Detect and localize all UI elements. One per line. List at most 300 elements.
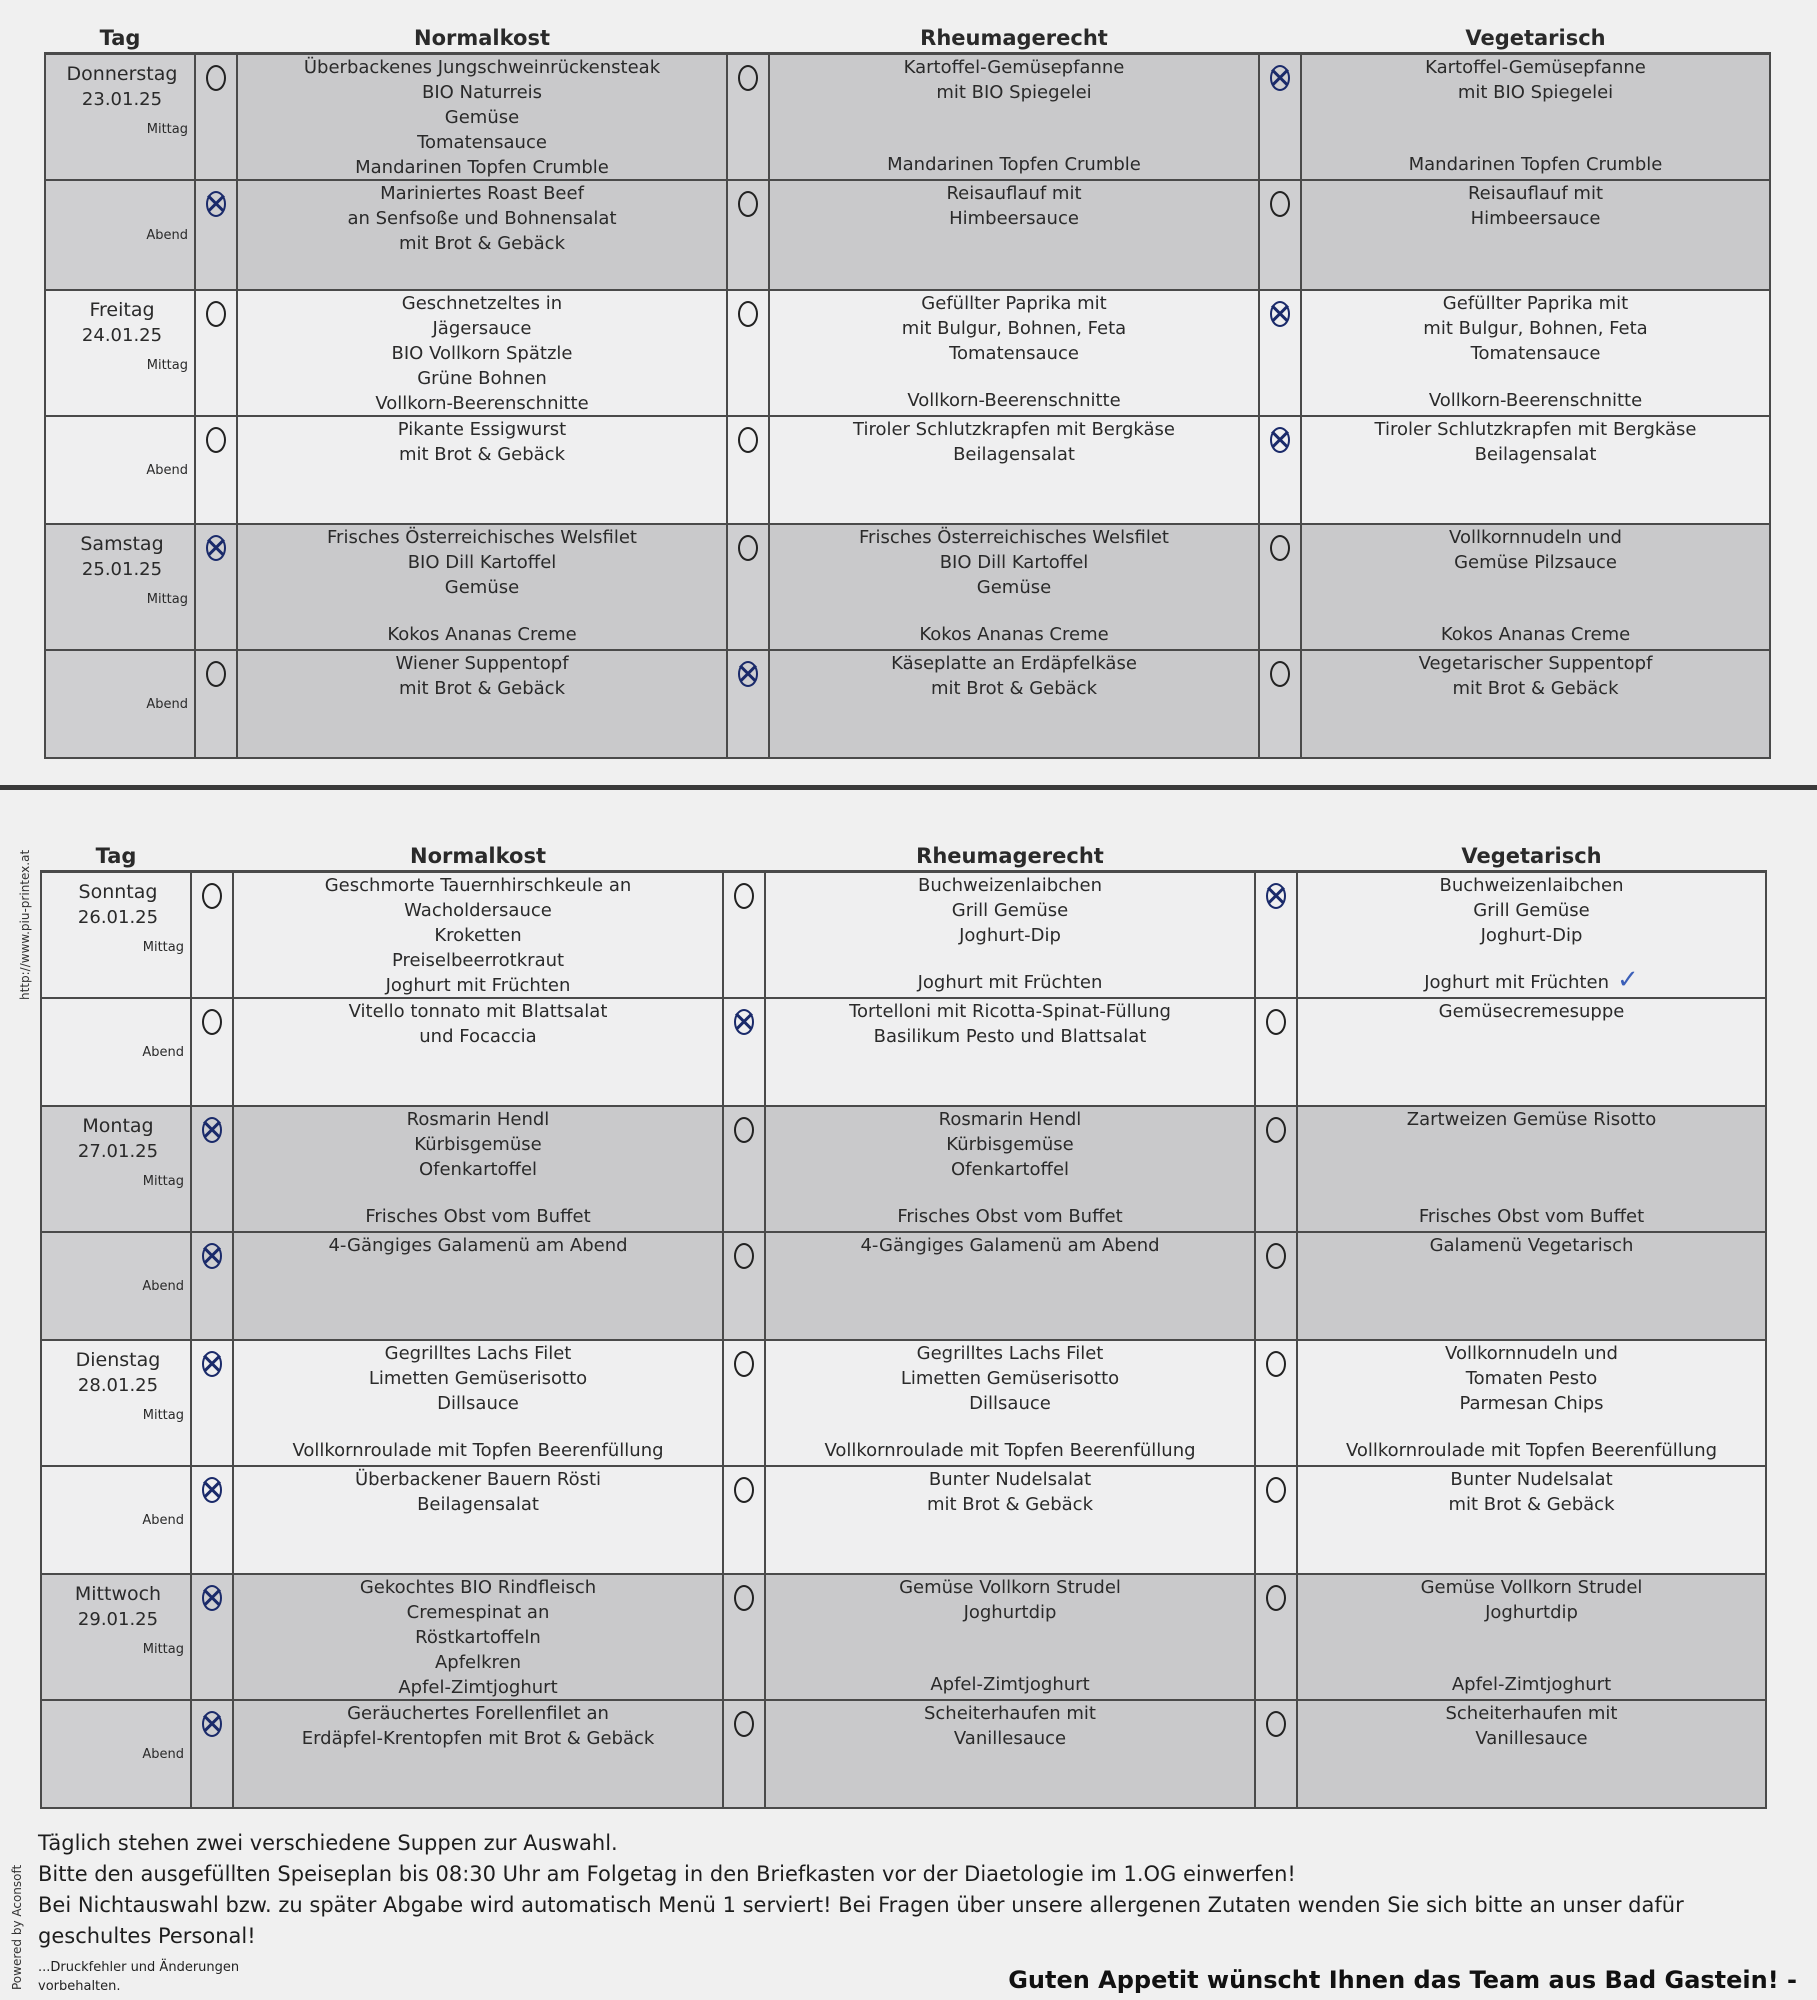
dish-line: Ofenkartoffel	[950, 1158, 1070, 1180]
dish-lines	[1298, 1701, 1765, 1805]
select-veg-mittag[interactable]	[1259, 290, 1301, 416]
dish-line: Scheiterhaufen mit	[923, 1702, 1096, 1724]
dish-line: Gegrilltes Lachs Filet	[384, 1342, 572, 1364]
dish-line: Geschmorte Tauernhirschkeule an	[324, 875, 632, 896]
empty-circle-icon	[202, 883, 222, 909]
dish-normal-abend	[233, 998, 723, 1106]
dish-veg-abend	[1301, 650, 1770, 758]
select-rheuma-mittag[interactable]	[723, 1106, 765, 1232]
dessert-text: Vollkornroulade mit Topfen Beerenfüllung	[824, 1439, 1196, 1461]
checked-circle-icon	[206, 535, 226, 561]
empty-circle-icon	[734, 1351, 754, 1377]
select-normal-abend[interactable]	[191, 1466, 233, 1574]
day-name: Samstag	[80, 532, 164, 555]
dish-normal-abend	[233, 1700, 723, 1808]
dessert-text: Frisches Obst vom Buffet	[897, 1205, 1123, 1227]
select-normal-mittag[interactable]	[191, 872, 233, 998]
dessert-text: Mandarinen Topfen Crumble	[887, 154, 1141, 175]
empty-circle-icon	[1266, 1585, 1286, 1611]
dish-rheuma-abend	[769, 416, 1259, 524]
meal-row-mittag	[45, 290, 1770, 416]
dish-line: Vegetarischer Suppentopf	[1418, 652, 1653, 674]
select-normal-abend[interactable]	[195, 650, 237, 758]
meal-label-abend: Abend	[142, 1512, 184, 1528]
header-normal: Normalkost	[233, 828, 723, 872]
empty-circle-icon	[738, 427, 758, 453]
dish-line: und Focaccia	[419, 1025, 537, 1047]
meal-row-abend	[41, 1466, 1766, 1574]
dish-line: Vanillesauce	[1475, 1727, 1588, 1749]
dish-veg-abend	[1297, 1232, 1766, 1340]
empty-circle-icon	[734, 1117, 754, 1143]
header-rheuma: Rheumagerecht	[769, 10, 1259, 54]
select-rheuma-abend[interactable]	[723, 1700, 765, 1808]
dish-line: Grill Gemüse	[1473, 900, 1590, 921]
dessert-text: Vollkorn-Beerenschnitte	[1428, 389, 1643, 411]
header-check-normal	[191, 828, 233, 872]
dish-normal-abend	[237, 416, 727, 524]
dish-line: Tomatensauce	[1470, 342, 1601, 364]
dessert-line	[766, 1672, 1254, 1697]
dish-line: Himbeersauce	[1470, 207, 1601, 229]
dish-rheuma-mittag	[769, 54, 1259, 180]
select-rheuma-abend[interactable]	[727, 416, 769, 524]
disclaimer-2: vorbehalten.	[38, 1979, 121, 1994]
dish-line: Gemüse	[976, 576, 1052, 598]
select-rheuma-mittag[interactable]	[727, 524, 769, 650]
day-date: 29.01.25	[77, 1608, 159, 1630]
meal-row-mittag	[45, 524, 1770, 650]
day-cell	[41, 998, 191, 1106]
dish-lines	[766, 1107, 1254, 1229]
day-name: Donnerstag	[66, 63, 178, 85]
empty-circle-icon	[734, 1477, 754, 1503]
select-rheuma-mittag[interactable]	[727, 54, 769, 180]
dish-line: Wacholdersauce	[404, 900, 552, 921]
select-normal-abend[interactable]	[191, 1700, 233, 1808]
dish-line: Erdäpfel-Krentopfen mit Brot & Gebäck	[301, 1727, 655, 1749]
header-check-rheuma	[727, 10, 769, 54]
day-name: Montag	[82, 1114, 154, 1137]
dish-line: Joghurt-Dip	[1480, 925, 1583, 946]
dessert-text: Joghurt mit Früchten	[1424, 972, 1609, 993]
meal-label-abend: Abend	[142, 1044, 184, 1060]
dish-line: Joghurtdip	[1485, 1601, 1578, 1623]
select-veg-abend[interactable]	[1255, 1700, 1297, 1808]
dish-line: Gefüllter Paprika mit	[1442, 292, 1629, 314]
dessert-line	[766, 1204, 1254, 1229]
dish-line: mit Bulgur, Bohnen, Feta	[901, 317, 1127, 339]
dessert-text: Frisches Obst vom Buffet	[1418, 1205, 1645, 1227]
empty-circle-icon	[734, 883, 754, 909]
dish-normal-abend	[237, 180, 727, 290]
dish-line: Basilikum Pesto und Blattsalat	[873, 1025, 1147, 1047]
dish-lines	[766, 1233, 1254, 1337]
dessert-line	[1298, 1438, 1765, 1463]
checked-circle-icon	[738, 661, 758, 687]
dish-line: Limetten Gemüserisotto	[900, 1367, 1120, 1389]
checked-circle-icon	[1270, 301, 1290, 327]
dish-line: Gemüse Pilzsauce	[1454, 551, 1617, 573]
meal-label-mittag: Mittag	[146, 357, 188, 373]
dessert-text: Apfel-Zimtjoghurt	[1451, 1673, 1612, 1695]
dessert-text: Frisches Obst vom Buffet	[365, 1205, 591, 1227]
select-veg-mittag[interactable]	[1255, 1340, 1297, 1466]
dish-veg-mittag	[1297, 1106, 1766, 1232]
dish-normal-abend	[233, 1466, 723, 1574]
select-veg-mittag[interactable]	[1259, 54, 1301, 180]
checked-circle-icon	[202, 1243, 222, 1269]
day-date: 25.01.25	[81, 558, 163, 580]
dish-veg-mittag	[1301, 524, 1770, 650]
meal-row-mittag	[41, 872, 1766, 998]
select-normal-abend[interactable]	[191, 1232, 233, 1340]
dish-lines	[766, 1701, 1254, 1805]
meal-label-mittag: Mittag	[142, 1641, 184, 1657]
dish-line: Grüne Bohnen	[417, 367, 547, 389]
dish-rheuma-abend	[765, 1232, 1255, 1340]
select-rheuma-mittag[interactable]	[727, 290, 769, 416]
day-name: Dienstag	[75, 1348, 161, 1371]
select-veg-abend[interactable]	[1255, 1466, 1297, 1574]
empty-circle-icon	[738, 65, 758, 91]
dish-rheuma-abend	[769, 650, 1259, 758]
dish-line: mit Brot & Gebäck	[398, 677, 566, 699]
select-veg-mittag[interactable]	[1255, 1106, 1297, 1232]
meal-row-abend	[41, 1232, 1766, 1340]
meal-label-mittag: Mittag	[142, 940, 184, 955]
meal-row-mittag	[41, 1106, 1766, 1232]
select-normal-mittag[interactable]	[191, 1340, 233, 1466]
day-cell	[45, 650, 195, 758]
dish-lines	[1302, 181, 1769, 287]
meal-row-abend	[45, 416, 1770, 524]
dessert-line	[238, 155, 726, 180]
dish-line: Scheiterhaufen mit	[1445, 1702, 1618, 1724]
dish-lines	[1302, 525, 1769, 647]
dish-line: Tiroler Schlutzkrapfen mit Bergkäse	[1374, 418, 1697, 440]
dish-line: Beilagensalat	[953, 443, 1075, 465]
dish-veg-mittag	[1297, 1340, 1766, 1466]
day-date: 23.01.25	[81, 89, 163, 110]
dish-line: Buchweizenlaibchen	[917, 875, 1103, 896]
dish-rheuma-mittag	[769, 290, 1259, 416]
disclaimer-1: ...Druckfehler und Änderungen	[38, 1960, 240, 1975]
menu-table-week-part-1	[44, 10, 1771, 759]
day-name: Freitag	[89, 298, 155, 321]
empty-circle-icon	[206, 65, 226, 91]
empty-circle-icon	[734, 1243, 754, 1269]
dish-lines	[766, 999, 1254, 1103]
dish-rheuma-mittag	[765, 872, 1255, 998]
day-cell	[45, 416, 195, 524]
dish-lines	[1302, 651, 1769, 755]
checked-circle-icon	[202, 1477, 222, 1503]
dish-rheuma-mittag	[765, 1340, 1255, 1466]
dish-normal-mittag	[233, 1106, 723, 1232]
dish-lines	[234, 1575, 722, 1697]
dessert-line	[1302, 622, 1769, 647]
dish-line: mit Brot & Gebäck	[398, 443, 566, 465]
dessert-text: Joghurt mit Früchten	[385, 975, 571, 996]
select-normal-abend[interactable]	[191, 998, 233, 1106]
header-veg: Vegetarisch	[1297, 828, 1766, 872]
dish-line: Pikante Essigwurst	[397, 418, 567, 440]
select-rheuma-abend[interactable]	[727, 650, 769, 758]
dessert-line	[770, 622, 1258, 647]
dish-lines	[766, 1341, 1254, 1463]
dessert-line	[1298, 1204, 1765, 1229]
day-date: 26.01.25	[77, 907, 159, 928]
dish-line: mit Brot & Gebäck	[926, 1493, 1094, 1515]
dish-lines	[766, 1467, 1254, 1571]
dish-line: Vollkornnudeln und	[1449, 526, 1622, 548]
dish-line: Tiroler Schlutzkrapfen mit Bergkäse	[853, 418, 1175, 440]
checked-circle-icon	[1270, 427, 1290, 453]
dessert-line	[238, 391, 726, 416]
dish-line: Gemüse	[444, 107, 520, 128]
meal-row-mittag	[45, 54, 1770, 180]
meal-label-abend: Abend	[146, 227, 188, 243]
footer-line-4: geschultes Personal!	[38, 1924, 256, 1948]
dish-line: Galamenü Vegetarisch	[1429, 1234, 1634, 1256]
dish-line: mit Brot & Gebäck	[930, 677, 1098, 699]
dish-line: Mariniertes Roast Beef	[380, 182, 584, 204]
dessert-line	[766, 1438, 1254, 1463]
dish-line: Geräuchertes Forellenfilet an	[347, 1702, 609, 1724]
dessert-line	[770, 388, 1258, 413]
select-rheuma-abend[interactable]	[723, 1232, 765, 1340]
day-date: 24.01.25	[81, 324, 163, 346]
day-date: 28.01.25	[77, 1374, 159, 1396]
select-normal-mittag[interactable]	[195, 290, 237, 416]
meal-row-mittag	[41, 1340, 1766, 1466]
dish-line: Bunter Nudelsalat	[928, 1468, 1092, 1490]
meal-row-abend	[41, 998, 1766, 1106]
empty-circle-icon	[206, 661, 226, 687]
dish-normal-mittag	[233, 1340, 723, 1466]
dish-line: Vitello tonnato mit Blattsalat	[348, 1000, 608, 1022]
select-normal-abend[interactable]	[195, 180, 237, 290]
dish-line: Gemüse	[444, 576, 520, 598]
select-rheuma-mittag[interactable]	[723, 1340, 765, 1466]
checked-circle-icon	[206, 191, 226, 217]
dish-lines	[234, 1467, 722, 1571]
select-normal-mittag[interactable]	[191, 1106, 233, 1232]
dish-line: Kürbisgemüse	[946, 1133, 1074, 1155]
dish-line: Rosmarin Hendl	[406, 1108, 550, 1130]
dish-line: Gemüse Vollkorn Strudel	[1420, 1576, 1643, 1598]
dessert-line	[1298, 965, 1765, 995]
dessert-line	[1298, 1672, 1765, 1697]
select-veg-abend[interactable]	[1259, 650, 1301, 758]
select-veg-mittag[interactable]	[1255, 1574, 1297, 1700]
meal-label-mittag: Mittag	[146, 122, 188, 137]
dish-lines	[234, 999, 722, 1103]
dessert-text: Apfel-Zimtjoghurt	[930, 1673, 1090, 1695]
footer-line-1: Täglich stehen zwei verschiedene Suppen zur Auswahl.	[38, 1831, 618, 1855]
empty-circle-icon	[1270, 535, 1290, 561]
empty-circle-icon	[1266, 1009, 1286, 1035]
dish-lines	[238, 417, 726, 521]
dish-line: Überbackener Bauern Rösti	[354, 1468, 602, 1490]
dish-line: mit Brot & Gebäck	[1452, 677, 1619, 699]
dish-line: mit Brot & Gebäck	[398, 232, 566, 254]
checked-circle-icon	[202, 1117, 222, 1143]
dessert-line	[1302, 388, 1769, 413]
dish-lines	[1302, 291, 1769, 413]
select-veg-abend[interactable]	[1259, 180, 1301, 290]
dessert-text: Kokos Ananas Creme	[919, 623, 1109, 645]
footer-line-2: Bitte den ausgefüllten Speiseplan bis 08:30 Uhr am Folgetag in den Briefkasten vor der Diaetologie im 1.OG einwerfen!	[38, 1862, 1296, 1886]
dish-line: Joghurtdip	[963, 1601, 1057, 1623]
select-rheuma-abend[interactable]	[723, 1466, 765, 1574]
dish-line: 4-Gängiges Galamenü am Abend	[860, 1234, 1160, 1256]
header-tag: Tag	[45, 10, 195, 54]
dish-line: Himbeersauce	[949, 207, 1079, 229]
dessert-text: Vollkorn-Beerenschnitte	[375, 392, 589, 414]
dish-normal-mittag	[233, 872, 723, 998]
empty-circle-icon	[738, 535, 758, 561]
checkmark-icon: ✓	[1616, 965, 1639, 995]
dish-veg-mittag	[1297, 872, 1766, 998]
dish-lines	[1298, 1467, 1765, 1571]
select-rheuma-abend[interactable]	[723, 998, 765, 1106]
day-cell	[41, 1466, 191, 1574]
day-cell	[41, 872, 191, 998]
dish-line: Tortelloni mit Ricotta-Spinat-Füllung	[849, 1000, 1171, 1022]
menu-table-week-part-2	[40, 828, 1767, 1809]
day-cell	[41, 1700, 191, 1808]
empty-circle-icon	[1270, 191, 1290, 217]
dish-line: Ofenkartoffel	[418, 1158, 538, 1180]
meal-label-abend: Abend	[142, 1746, 184, 1762]
empty-circle-icon	[738, 301, 758, 327]
dish-line: Frisches Österreichisches Welsfilet	[327, 526, 637, 548]
dessert-text: Apfel-Zimtjoghurt	[398, 1676, 558, 1698]
select-normal-mittag[interactable]	[191, 1574, 233, 1700]
dish-rheuma-abend	[769, 180, 1259, 290]
closing-greeting: Guten Appetit wünscht Ihnen das Team aus Bad Gastein! -	[1008, 1966, 1797, 1994]
dish-lines	[766, 873, 1254, 995]
select-normal-mittag[interactable]	[195, 524, 237, 650]
dish-line: Dillsauce	[969, 1392, 1051, 1414]
empty-circle-icon	[1266, 1477, 1286, 1503]
dessert-text: Vollkorn-Beerenschnitte	[907, 389, 1121, 411]
empty-circle-icon	[1266, 1243, 1286, 1269]
dish-rheuma-abend	[765, 998, 1255, 1106]
dish-lines	[1298, 1341, 1765, 1463]
header-tag: Tag	[41, 828, 191, 872]
dish-line: Kroketten	[434, 925, 522, 946]
dish-line: BIO Dill Kartoffel	[939, 551, 1089, 573]
dish-line: Gemüse Vollkorn Strudel	[899, 1576, 1121, 1598]
select-veg-mittag[interactable]	[1259, 524, 1301, 650]
dish-lines	[770, 651, 1258, 755]
dish-veg-mittag	[1301, 290, 1770, 416]
select-veg-mittag[interactable]	[1255, 872, 1297, 998]
dish-line: Gekochtes BIO Rindfleisch	[359, 1576, 597, 1598]
select-rheuma-mittag[interactable]	[723, 872, 765, 998]
day-name: Sonntag	[78, 881, 158, 903]
dish-lines	[238, 651, 726, 755]
dish-line: Überbackenes Jungschweinrückensteak	[303, 57, 661, 78]
dish-line: Tomaten Pesto	[1465, 1367, 1598, 1389]
dish-lines	[234, 1233, 722, 1337]
empty-circle-icon	[206, 301, 226, 327]
day-cell	[41, 1232, 191, 1340]
footer-notes	[38, 1828, 1684, 1952]
dessert-line	[234, 1204, 722, 1229]
dish-rheuma-abend	[765, 1700, 1255, 1808]
dish-lines	[770, 291, 1258, 413]
header-row	[45, 10, 1770, 54]
dish-normal-mittag	[237, 54, 727, 180]
meal-label-mittag: Mittag	[142, 1173, 184, 1189]
select-rheuma-abend[interactable]	[727, 180, 769, 290]
empty-circle-icon	[1266, 1711, 1286, 1737]
day-cell	[45, 524, 195, 650]
dish-normal-mittag	[233, 1574, 723, 1700]
select-veg-abend[interactable]	[1259, 416, 1301, 524]
select-veg-abend[interactable]	[1255, 1232, 1297, 1340]
meal-row-mittag	[41, 1574, 1766, 1700]
dish-line: Beilagensalat	[1474, 443, 1597, 465]
dish-line: Kartoffel-Gemüsepfanne	[903, 57, 1125, 78]
dish-lines	[770, 181, 1258, 287]
dish-line: BIO Dill Kartoffel	[407, 551, 557, 573]
select-normal-abend[interactable]	[195, 416, 237, 524]
dish-lines	[238, 181, 726, 287]
side-url: http://www.piu-printex.at	[18, 849, 32, 1000]
meal-label-mittag: Mittag	[142, 1407, 184, 1423]
select-veg-abend[interactable]	[1255, 998, 1297, 1106]
empty-circle-icon	[1266, 1117, 1286, 1143]
dish-line: Grill Gemüse	[951, 900, 1069, 921]
meal-label-abend: Abend	[146, 696, 188, 712]
select-normal-mittag[interactable]	[195, 54, 237, 180]
dish-line: Vollkornnudeln und	[1445, 1342, 1618, 1364]
dish-veg-abend	[1301, 416, 1770, 524]
dish-rheuma-mittag	[765, 1574, 1255, 1700]
empty-circle-icon	[734, 1711, 754, 1737]
empty-circle-icon	[202, 1009, 222, 1035]
dish-lines	[234, 873, 722, 995]
dish-veg-abend	[1297, 998, 1766, 1106]
dish-line: Vanillesauce	[953, 1727, 1067, 1749]
dish-lines	[234, 1341, 722, 1463]
header-check-veg	[1255, 828, 1297, 872]
dish-normal-mittag	[237, 524, 727, 650]
dish-line: Bunter Nudelsalat	[1450, 1468, 1613, 1490]
header-check-rheuma	[723, 828, 765, 872]
select-rheuma-mittag[interactable]	[723, 1574, 765, 1700]
dish-lines	[770, 525, 1258, 647]
dish-line: Cremespinat an	[406, 1601, 550, 1623]
empty-circle-icon	[734, 1585, 754, 1611]
checked-circle-icon	[202, 1711, 222, 1737]
dish-line: mit BIO Spiegelei	[936, 82, 1092, 103]
dessert-line	[770, 152, 1258, 177]
dessert-line	[766, 970, 1254, 995]
dessert-text: Mandarinen Topfen Crumble	[1408, 154, 1663, 175]
dish-line: Apfelkren	[434, 1651, 522, 1673]
day-date: 27.01.25	[77, 1140, 159, 1162]
checked-circle-icon	[734, 1009, 754, 1035]
meal-label-mittag: Mittag	[146, 591, 188, 607]
dish-lines	[238, 291, 726, 413]
meal-row-abend	[45, 650, 1770, 758]
